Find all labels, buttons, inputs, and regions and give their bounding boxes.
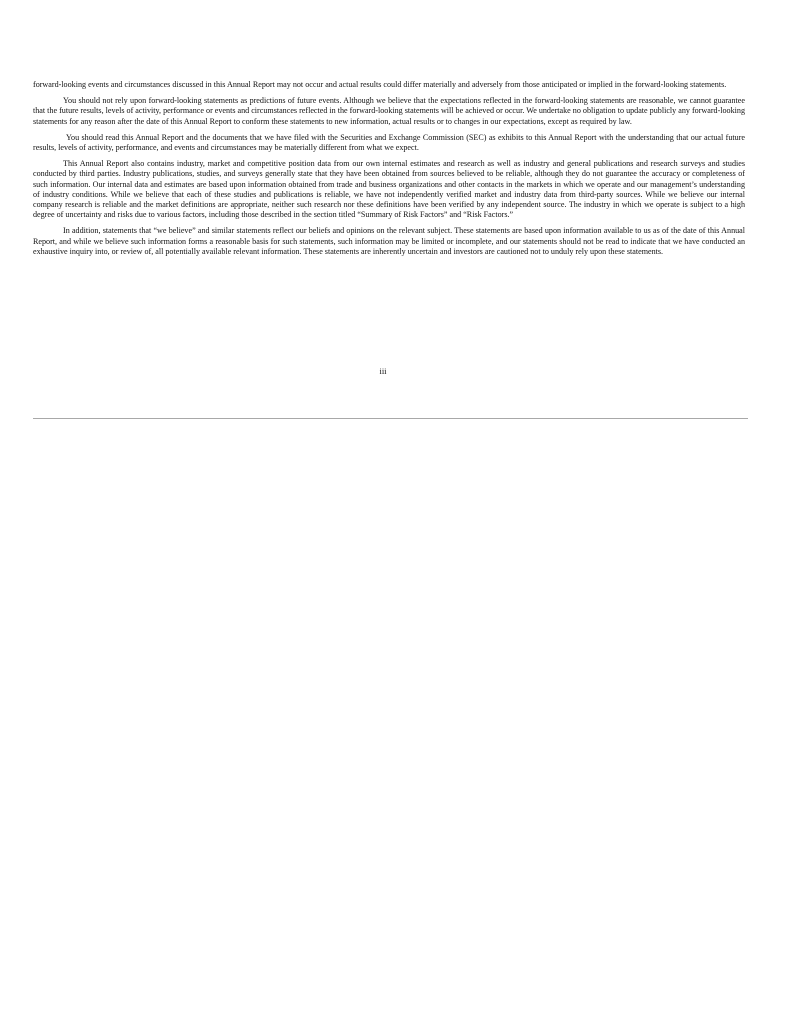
- page-divider: [33, 418, 748, 419]
- paragraph-continuation: forward-looking events and circumstances discussed in this Annual Report may not occur and actual results could differ materially and adversely from those anticipated or implied in the forward-looking statements.: [33, 80, 727, 89]
- paragraph-forward-looking-reliance: You should not rely upon forward-looking statements as predictions of future events. Although we believe that the expectations reflected in the forward-looking statements are reasonable, we cannot guarantee that the future results, levels of activity, performance or events and circumstances reflected in the forward-looking statements will be achieved or occur. We undertake no obligation to update publicly any forward-looking statements for any reason after the date of this Annual Report to conform these statements to new information, actual results or to changes in our expectations, except as required by law.: [33, 96, 745, 126]
- paragraph-we-believe: In addition, statements that “we believe” and similar statements reflect our beliefs and opinions on the relevant subject. These statements are based upon information available to us as of the date of this Annual Report, and while we believe such information forms a reasonable basis for such statements, such information may be limited or incomplete, and our statements should not be read to indicate that we have conducted an exhaustive inquiry into, or review of, all potentially available relevant information. These statements are inherently uncertain and investors are cautioned not to unduly rely upon these statements.: [33, 226, 745, 256]
- paragraph-industry-data: This Annual Report also contains industry, market and competitive position data from our own internal estimates and research as well as industry and general publications and research surveys and studies conducted by third parties. Industry publications, studies, and surveys generally state that they have been obtained from sources believed to be reliable, although they do not guarantee the accuracy or completeness of such information. Our internal data and estimates are based upon information obtained from trade and business organizations and other contacts in the markets in which we operate and our management’s understanding of industry conditions. While we believe that each of these studies and publications is reliable, we have not independently verified market and industry data from third-party sources. While we believe our internal company research is reliable and the market definitions are appropriate, neither such research nor these definitions have been verified by any independent source. The industry in which we operate is subject to a high degree of uncertainty and risks due to various factors, including those described in the section titled “Summary of Risk Factors” and “Risk Factors.”: [33, 159, 745, 220]
- paragraph-sec-exhibits: You should read this Annual Report and the documents that we have filed with the Securities and Exchange Commission (SEC) as exhibits to this Annual Report with the understanding that our actual future results, levels of activity, performance, and events and circumstances may be materially different from what we expect.: [33, 132, 745, 153]
- document-body: [33, 80, 745, 263]
- page-number: iii: [379, 366, 387, 376]
